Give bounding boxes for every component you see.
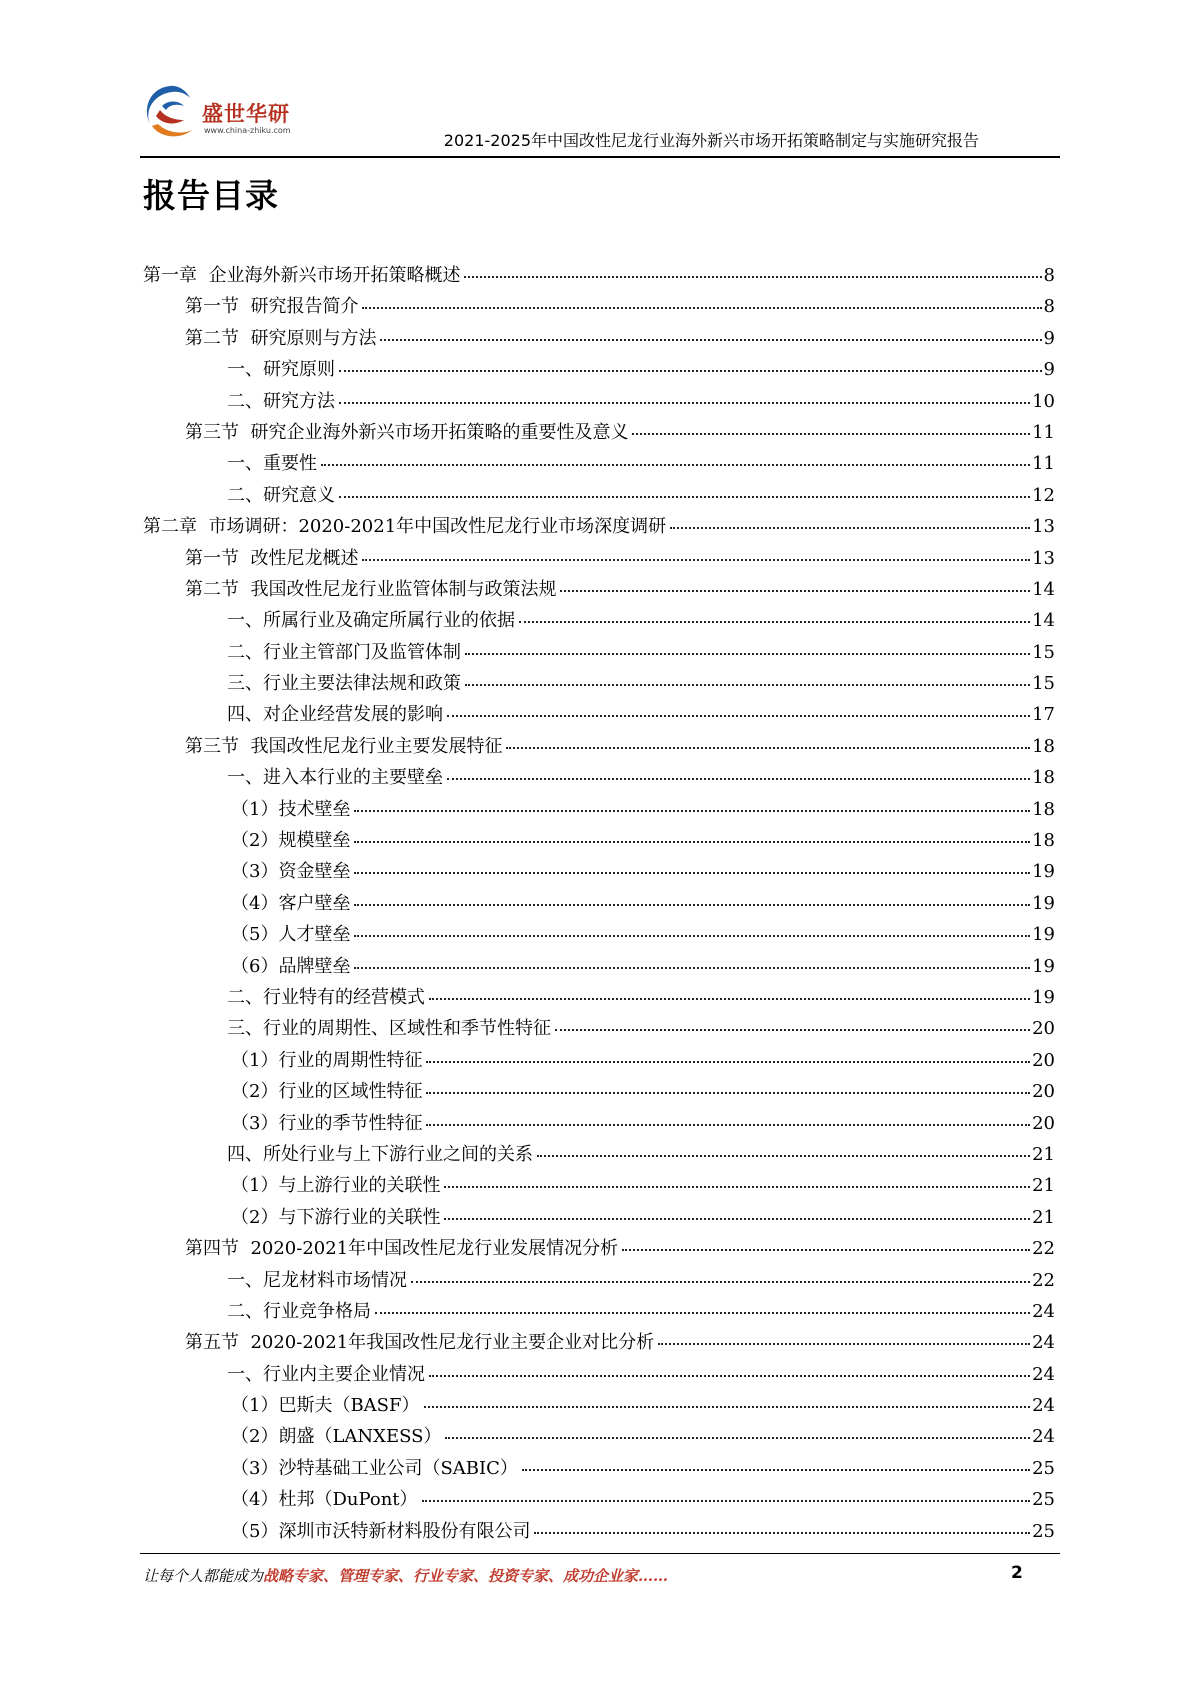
toc-entry[interactable]	[143, 919, 1055, 950]
toc-entry-label: （2）与下游行业的关联性	[231, 1206, 441, 1228]
toc-leader-dots	[411, 1280, 1030, 1283]
toc-entry-label: （2）规模壁垒	[231, 830, 351, 852]
page-title: 报告目录	[143, 176, 279, 215]
logo	[140, 80, 310, 146]
toc-entry[interactable]	[143, 1327, 1055, 1358]
toc-entry[interactable]	[143, 574, 1055, 605]
toc-entry-page: 19	[1032, 955, 1055, 977]
toc-entry[interactable]	[143, 1139, 1055, 1170]
toc-leader-dots	[522, 1468, 1030, 1471]
toc-entry-page: 20	[1032, 1049, 1055, 1071]
toc-entry[interactable]	[143, 637, 1055, 668]
toc-leader-dots	[354, 966, 1030, 969]
report-title: 2021-2025年中国改性尼龙行业海外新兴市场开拓策略制定与实施研究报告	[443, 131, 979, 150]
toc-entry-page: 18	[1032, 767, 1055, 789]
toc-entry[interactable]	[143, 1516, 1055, 1547]
slogan-prefix: 让每个人都能成为	[143, 1567, 264, 1585]
toc-entry[interactable]	[143, 825, 1055, 856]
toc-entry-label: 二、研究意义	[227, 484, 335, 506]
toc-entry-label: 三、行业主要法律法规和政策	[227, 673, 461, 695]
toc-entry[interactable]	[143, 1296, 1055, 1327]
toc-entry-label: 第四节 2020-2021年中国改性尼龙行业发展情况分析	[185, 1238, 619, 1260]
toc-entry-label: 第五节 2020-2021年我国改性尼龙行业主要企业对比分析	[185, 1332, 655, 1354]
toc-leader-dots	[447, 714, 1030, 717]
toc-entry-page: 21	[1032, 1143, 1055, 1165]
toc-entry[interactable]	[143, 323, 1055, 354]
toc-entry-page: 18	[1032, 798, 1055, 820]
toc-entry-page: 10	[1032, 390, 1055, 412]
toc-entry-label: 三、行业的周期性、区域性和季节性特征	[227, 1018, 551, 1040]
toc-entry-label: 第三节 研究企业海外新兴市场开拓策略的重要性及意义	[185, 421, 629, 443]
toc-entry-label: 二、行业竞争格局	[227, 1300, 371, 1322]
toc-entry-page: 19	[1032, 861, 1055, 883]
toc-leader-dots	[632, 432, 1030, 435]
toc-entry-label: 第二章 市场调研：2020-2021年中国改性尼龙行业市场深度调研	[143, 516, 667, 538]
toc-entry-page: 18	[1032, 830, 1055, 852]
toc-leader-dots	[534, 1531, 1030, 1534]
toc-entry[interactable]	[143, 1390, 1055, 1421]
toc-entry[interactable]	[143, 1170, 1055, 1201]
toc-entry-page: 13	[1032, 547, 1055, 569]
toc-entry-label: （2）朗盛（LANXESS）	[231, 1426, 442, 1448]
toc-leader-dots	[339, 495, 1030, 498]
slogan-highlight: 战略专家、管理专家、行业专家、投资专家、成功企业家……	[263, 1567, 669, 1585]
toc-entry[interactable]	[143, 1202, 1055, 1233]
toc-entry[interactable]	[143, 448, 1055, 479]
toc-entry-label: （3）资金壁垒	[231, 861, 351, 883]
toc-entry-page: 22	[1032, 1238, 1055, 1260]
toc-entry-label: （5）深圳市沃特新材料股份有限公司	[231, 1520, 531, 1542]
toc-leader-dots	[445, 1436, 1030, 1439]
toc-leader-dots	[354, 934, 1030, 937]
toc-leader-dots	[339, 401, 1030, 404]
toc-entry-label: 四、对企业经营发展的影响	[227, 704, 443, 726]
toc-entry-page: 25	[1032, 1489, 1055, 1511]
toc-entry-page: 15	[1032, 673, 1055, 695]
toc-entry-page: 11	[1032, 453, 1055, 475]
toc-leader-dots	[519, 620, 1030, 623]
toc-entry-page: 24	[1032, 1363, 1055, 1385]
toc-entry-label: 第二节 我国改性尼龙行业监管体制与政策法规	[185, 578, 557, 600]
toc-leader-dots	[447, 777, 1030, 780]
logo-swirl-icon	[140, 80, 200, 146]
toc-leader-dots	[622, 1248, 1030, 1251]
toc-entry[interactable]	[143, 888, 1055, 919]
toc-entry-label: （3）行业的季节性特征	[231, 1112, 423, 1134]
toc-entry-label: （1）巴斯夫（BASF）	[231, 1395, 420, 1417]
toc-entry-page: 9	[1043, 327, 1055, 349]
toc-entry-page: 11	[1032, 421, 1055, 443]
toc-entry-label: （5）人才壁垒	[231, 924, 351, 946]
toc-entry-page: 17	[1032, 704, 1055, 726]
toc-entry[interactable]	[143, 982, 1055, 1013]
toc-entry[interactable]	[143, 794, 1055, 825]
toc-entry-page: 20	[1032, 1081, 1055, 1103]
toc-entry-page: 25	[1032, 1457, 1055, 1479]
toc-entry-label: 第一节 研究报告简介	[185, 296, 359, 318]
toc-entry[interactable]	[143, 1421, 1055, 1452]
toc-entry[interactable]	[143, 1484, 1055, 1515]
toc-leader-dots	[354, 840, 1030, 843]
toc-leader-dots	[429, 1374, 1030, 1377]
toc-entry[interactable]	[143, 1076, 1055, 1107]
toc-entry[interactable]	[143, 699, 1055, 730]
toc-leader-dots	[658, 1342, 1030, 1345]
toc-entry[interactable]	[143, 1265, 1055, 1296]
toc-entry-label: （1）与上游行业的关联性	[231, 1175, 441, 1197]
toc-entry-page: 13	[1032, 516, 1055, 538]
toc-entry[interactable]	[143, 417, 1055, 448]
toc-entry-label: 二、研究方法	[227, 390, 335, 412]
toc-entry-label: （2）行业的区域性特征	[231, 1081, 423, 1103]
toc-entry[interactable]	[143, 605, 1055, 636]
toc-entry-label: 一、尼龙材料市场情况	[227, 1269, 407, 1291]
toc-leader-dots	[426, 1123, 1030, 1126]
toc-entry-page: 24	[1032, 1300, 1055, 1322]
toc-entry-label: （1）技术壁垒	[231, 798, 351, 820]
header-divider	[140, 156, 1060, 158]
toc-entry[interactable]	[143, 1045, 1055, 1076]
toc-entry[interactable]	[143, 543, 1055, 574]
toc-entry[interactable]	[143, 291, 1055, 322]
toc-entry-label: （4）客户壁垒	[231, 892, 351, 914]
toc-entry-label: 第三节 我国改性尼龙行业主要发展特征	[185, 735, 503, 757]
toc-entry-page: 22	[1032, 1269, 1055, 1291]
toc-entry[interactable]	[143, 1108, 1055, 1139]
toc-entry-label: 一、所属行业及确定所属行业的依据	[227, 610, 515, 632]
toc-leader-dots	[362, 306, 1041, 309]
toc-leader-dots	[426, 1060, 1030, 1063]
toc-entry-label: 一、研究原则	[227, 359, 335, 381]
toc-leader-dots	[354, 871, 1030, 874]
toc-entry[interactable]	[143, 1453, 1055, 1484]
toc-entry-page: 19	[1032, 924, 1055, 946]
toc-entry[interactable]	[143, 480, 1055, 511]
toc-entry-label: （6）品牌壁垒	[231, 955, 351, 977]
toc-leader-dots	[429, 997, 1030, 1000]
toc-leader-dots	[537, 1154, 1030, 1157]
toc-entry-page: 21	[1032, 1175, 1055, 1197]
toc-leader-dots	[375, 1311, 1030, 1314]
toc-entry-page: 18	[1032, 735, 1055, 757]
toc-entry-label: （3）沙特基础工业公司（SABIC）	[231, 1457, 518, 1479]
toc-leader-dots	[465, 652, 1030, 655]
toc-leader-dots	[339, 369, 1042, 372]
toc-entry-label: 一、进入本行业的主要壁垒	[227, 767, 443, 789]
toc-entry[interactable]	[143, 668, 1055, 699]
toc-entry-page: 24	[1032, 1426, 1055, 1448]
toc-leader-dots	[444, 1185, 1030, 1188]
toc-entry-page: 20	[1032, 1018, 1055, 1040]
logo-title: 盛世华研	[202, 102, 290, 126]
toc-leader-dots	[354, 903, 1030, 906]
toc-entry[interactable]	[143, 856, 1055, 887]
toc-entry-label: （1）行业的周期性特征	[231, 1049, 423, 1071]
toc-entry-page: 24	[1032, 1395, 1055, 1417]
toc-entry-label: 一、行业内主要企业情况	[227, 1363, 425, 1385]
toc-entry-label: 二、行业主管部门及监管体制	[227, 641, 461, 663]
toc-entry-page: 25	[1032, 1520, 1055, 1542]
toc-leader-dots	[362, 558, 1030, 561]
toc-entry[interactable]	[143, 386, 1055, 417]
toc-entry-label: 第一节 改性尼龙概述	[185, 547, 359, 569]
toc-entry-page: 21	[1032, 1206, 1055, 1228]
toc-leader-dots	[354, 809, 1030, 812]
toc-leader-dots	[422, 1499, 1031, 1502]
toc-entry-page: 14	[1032, 610, 1055, 632]
table-of-contents	[143, 260, 1055, 1547]
toc-entry-label: 一、重要性	[227, 453, 317, 475]
toc-entry-page: 9	[1043, 359, 1055, 381]
toc-leader-dots	[321, 463, 1030, 466]
toc-leader-dots	[560, 589, 1030, 592]
toc-entry-page: 14	[1032, 578, 1055, 600]
toc-entry-label: （4）杜邦（DuPont）	[231, 1489, 418, 1511]
toc-entry[interactable]	[143, 951, 1055, 982]
toc-leader-dots	[555, 1028, 1030, 1031]
toc-entry-page: 19	[1032, 892, 1055, 914]
toc-entry-page: 8	[1043, 296, 1055, 318]
toc-leader-dots	[670, 526, 1030, 529]
toc-leader-dots	[506, 746, 1030, 749]
toc-entry[interactable]	[143, 731, 1055, 762]
toc-entry[interactable]	[143, 354, 1055, 385]
toc-entry-page: 20	[1032, 1112, 1055, 1134]
toc-entry-page: 19	[1032, 986, 1055, 1008]
toc-entry-page: 8	[1043, 265, 1055, 286]
logo-url: www.china-zhiku.com	[204, 126, 291, 135]
toc-entry[interactable]	[143, 1013, 1055, 1044]
toc-entry[interactable]	[143, 511, 1055, 542]
toc-leader-dots	[424, 1405, 1031, 1408]
toc-entry-page: 12	[1032, 484, 1055, 506]
toc-entry-page: 15	[1032, 641, 1055, 663]
toc-entry-label: 二、行业特有的经营模式	[227, 986, 425, 1008]
toc-entry[interactable]	[143, 762, 1055, 793]
toc-leader-dots	[380, 338, 1041, 341]
toc-entry-label: 第一章 企业海外新兴市场开拓策略概述	[143, 265, 461, 286]
toc-entry-label: 第二节 研究原则与方法	[185, 327, 377, 349]
footer-slogan	[143, 1565, 668, 1586]
toc-entry-label: 四、所处行业与上下游行业之间的关系	[227, 1143, 533, 1165]
page-number: 2	[1011, 1563, 1023, 1583]
footer-divider	[140, 1553, 1060, 1554]
toc-leader-dots	[426, 1091, 1030, 1094]
toc-leader-dots	[464, 275, 1041, 278]
toc-entry[interactable]	[143, 1233, 1055, 1264]
toc-entry[interactable]	[143, 1359, 1055, 1390]
toc-entry[interactable]	[143, 260, 1055, 291]
toc-entry-page: 24	[1032, 1332, 1055, 1354]
toc-leader-dots	[444, 1217, 1030, 1220]
toc-leader-dots	[465, 683, 1030, 686]
